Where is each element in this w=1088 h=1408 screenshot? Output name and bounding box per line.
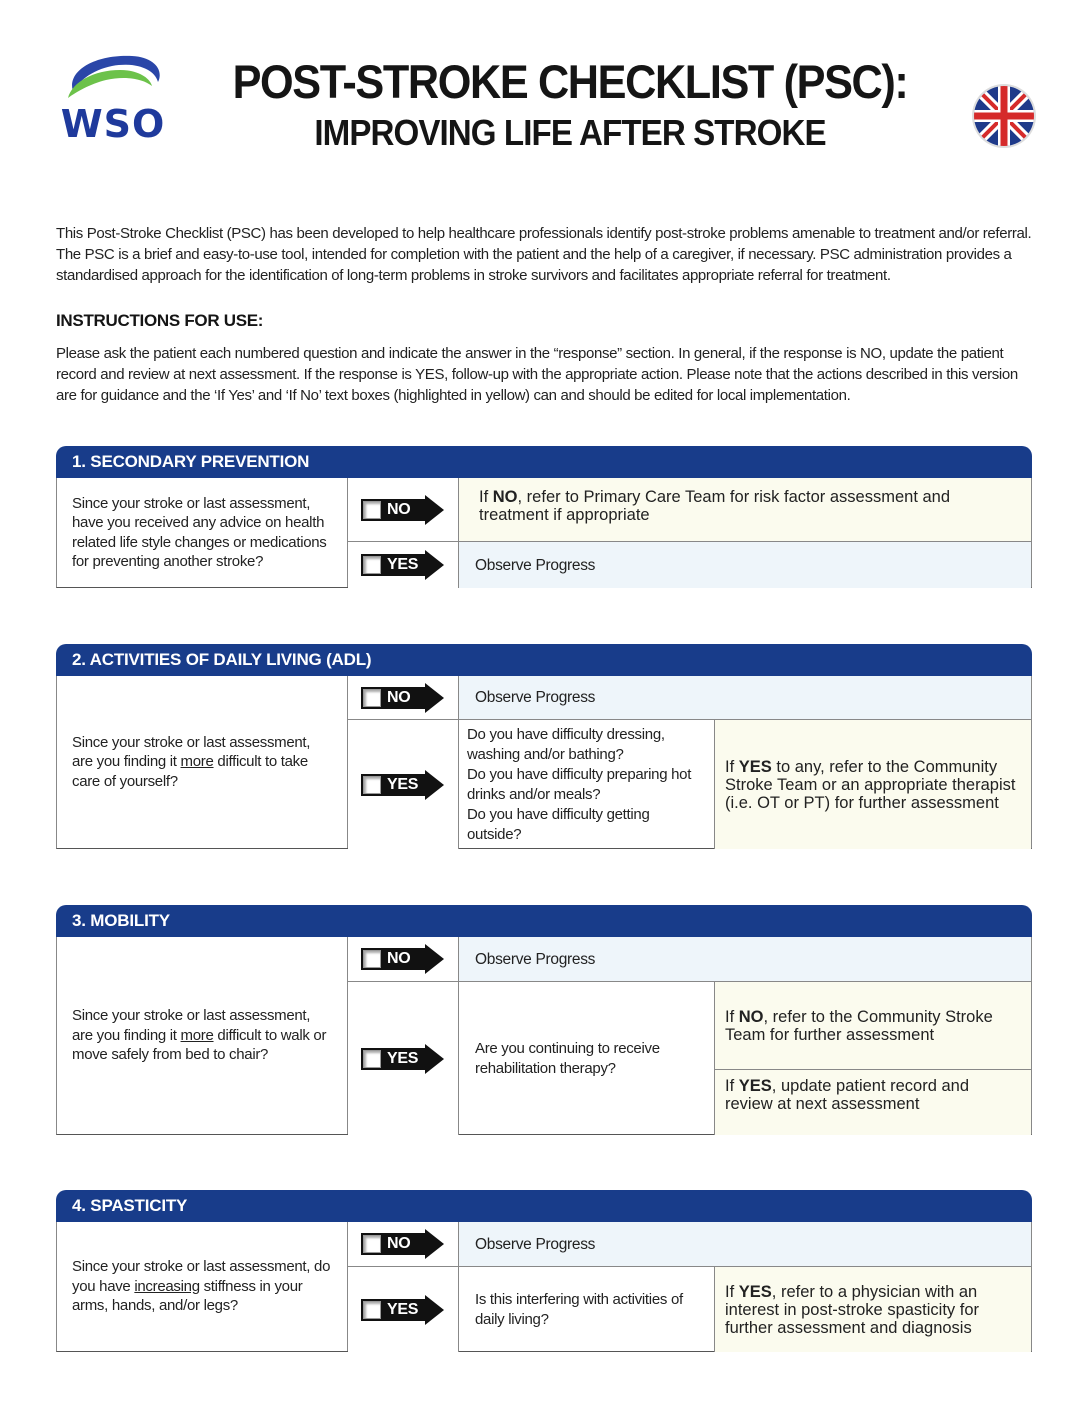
- if-yes-action: Observe Progress: [459, 542, 1031, 588]
- response-row-yes: [348, 720, 1031, 849]
- if-no-action[interactable]: If NO, refer to Primary Care Team for risk factor assessment and treatment if appropriate: [459, 478, 1031, 541]
- yes-checkbox[interactable]: [363, 1050, 381, 1068]
- wso-logo: [54, 52, 172, 148]
- yes-checkbox[interactable]: [363, 556, 381, 574]
- response-row-no: [348, 478, 1031, 542]
- yes-checkbox[interactable]: [363, 776, 381, 794]
- section-title: 3. MOBILITY: [56, 905, 1032, 937]
- section-adl: [56, 644, 1032, 849]
- yes-response-button[interactable]: YES: [361, 1044, 445, 1074]
- no-response-button[interactable]: NO: [361, 495, 445, 525]
- if-yes-sub-action[interactable]: If YES, update patient record and review at next assessment: [714, 1070, 1031, 1135]
- follow-up-question: Is this interfering with activities of daily living?: [475, 1290, 683, 1328]
- question-text: Since your stroke or last assessment, are you finding it more difficult to take care of yourself?: [57, 676, 348, 848]
- section-title: 1. SECONDARY PREVENTION: [56, 446, 1032, 478]
- no-checkbox[interactable]: [363, 950, 381, 968]
- intro-paragraph: This Post-Stroke Checklist (PSC) has been developed to help healthcare professionals identify post-stroke problems amenable to treatment and/or referral. The PSC is a brief and easy-to-use tool, intended for completion with the patient and the help of a caregiver, if necessary. PSC administration provides a standardised approach for the identification of long-term problems in stroke survivors and facilitates appropriate referral for treatment.: [56, 225, 1032, 284]
- question-text: Since your stroke or last assessment, have you received any advice on health related life style changes or medications for preventing another stroke?: [57, 478, 348, 587]
- response-row-no: [348, 937, 1031, 982]
- no-response-button[interactable]: NO: [361, 944, 445, 974]
- if-no-action: Observe Progress: [459, 937, 1031, 981]
- section-mobility: [56, 905, 1032, 1135]
- yes-checkbox[interactable]: [363, 1301, 381, 1319]
- question-text: Since your stroke or last assessment, are you finding it more difficult to walk or move safely from bed to chair?: [57, 937, 348, 1134]
- if-no-action: Observe Progress: [459, 1222, 1031, 1266]
- no-response-button[interactable]: NO: [361, 1229, 445, 1259]
- instructions-paragraph: Please ask the patient each numbered question and indicate the answer in the “response” section. In general, if the response is NO, update the patient record and review at next assessment. If the response is YES, follow-up with the appropriate action. Please note that the actions described in this version are for guidance and the ‘If Yes’ and ‘If No’ text boxes (highlighted in yellow) can and should be edited for local implementation.: [56, 345, 1018, 404]
- follow-up-questions: Do you have difficulty dressing, washing and/or bathing? Do you have difficulty preparing hot drinks and/or meals? Do you have difficulty getting outside?: [467, 725, 692, 843]
- if-yes-action[interactable]: If YES to any, refer to the Community Stroke Team or an appropriate therapist (i.e. OT or PT) for further assessment: [714, 720, 1031, 849]
- logo-text: WSO: [60, 102, 166, 146]
- response-row-yes: [348, 1267, 1031, 1352]
- follow-up-question: Are you continuing to receive rehabilitation therapy?: [475, 1039, 660, 1077]
- yes-response-button[interactable]: YES: [361, 1295, 445, 1325]
- if-yes-action[interactable]: If YES, refer to a physician with an interest in post-stroke spasticity for further assessment and diagnosis: [714, 1267, 1031, 1352]
- section-title: 4. SPASTICITY: [56, 1190, 1032, 1222]
- section-title: 2. ACTIVITIES OF DAILY LIVING (ADL): [56, 644, 1032, 676]
- response-row-yes: [348, 982, 1031, 1135]
- yes-response-button[interactable]: YES: [361, 550, 445, 580]
- no-checkbox[interactable]: [363, 689, 381, 707]
- no-checkbox[interactable]: [363, 501, 381, 519]
- page-title: POST-STROKE CHECKLIST (PSC):: [232, 55, 908, 108]
- if-no-sub-action[interactable]: If NO, refer to the Community Stroke Team for further assessment: [714, 982, 1031, 1070]
- section-spasticity: [56, 1190, 1032, 1352]
- response-row-no: [348, 1222, 1031, 1267]
- uk-flag-icon: [974, 86, 1034, 146]
- response-row-no: [348, 676, 1031, 720]
- response-row-yes: [348, 542, 1031, 588]
- page-subtitle: IMPROVING LIFE AFTER STROKE: [314, 112, 826, 153]
- no-checkbox[interactable]: [363, 1235, 381, 1253]
- question-text: Since your stroke or last assessment, do you have increasing stiffness in your arms, hands, and/or legs?: [57, 1222, 348, 1351]
- if-no-action: Observe Progress: [459, 676, 1031, 719]
- section-secondary-prevention: [56, 446, 1032, 588]
- yes-response-button[interactable]: YES: [361, 770, 445, 800]
- instructions-heading: INSTRUCTIONS FOR USE:: [56, 311, 264, 330]
- no-response-button[interactable]: NO: [361, 683, 445, 713]
